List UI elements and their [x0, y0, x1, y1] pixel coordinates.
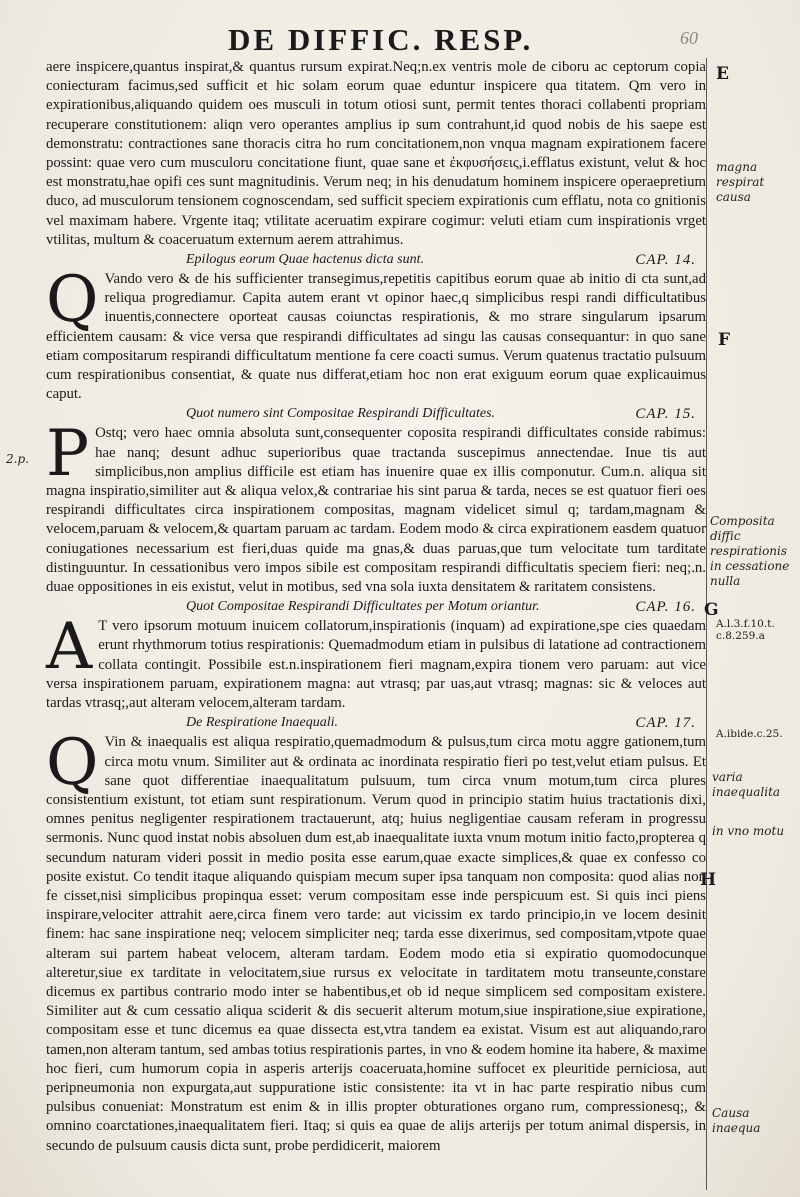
margin-marker-e: E	[716, 64, 729, 84]
chapter-heading-15	[46, 404, 706, 424]
drop-capital: Q	[46, 726, 99, 801]
margin-marker-f: F	[718, 330, 731, 350]
paragraph-text: Vando vero & de his sufficienter transegimus,repetitis capitibus eorum quae ab initio di cta sunt,ad reliqua progrediamur. Capita autem erant vt opinor haec,q simplicibus respi randi difficultatibus inuentis,connectere oporteat causas coiunctas respirationis, & mo strare singularum ipsarum efficientem causam: & vice versa que respirandi difficultates ad singu las causas consequantur: in quo sane etiam compositarum respirandi difficultatum mentione fa cere coacti sumus. Verum quatenus tractatio pulsuum cum respirationibus consentiat, & quate nus differat,etiam hoc non erat exiguum eorum quae explicauimus caput.	[46, 271, 706, 403]
paragraph-text: Vin & inaequalis est aliqua respiratio,quemadmodum & pulsus,tum circa motu aggre gationem,tum circa motu vnum. Similiter aut & ordinata ac inordinata respiratio fieri po test,velut etiam pulsus. Et sane quot differentiae inaequalitatum pulsuum, tum circa vnum motum,tum circa plures consistentium existunt, tot etiam sunt respirationum. Verum quod in principio statim huius tractationis dixi, omnes penitus negligenter respirationem tractauerunt, atq; huius negligentiae causam referam in progressu sermonis. Nunc quod instat nobis absoluen dum est,ab inaequalitate iuxta vnum motum initio facto,propterea q secundum naturam videri possit in medio posita esse earum,quae exacte simplices,& quae ex confesso co posite existut. Co tendit itaque aliquando quispiam mecum super ipsa tanquam non composita: quod alias non fe cisset,nisi simplicibus propinqua esset: verum compositam esse inde perspicuum est. Si quis inci piens inspirare,velociter attrahit aere,circa finem vero tarde: aut vicissim ex tardo principio,in ve locem desinit finem: hac sane inspiratione neq; velocem simpliciter neq; tarda esse dixerimus, sed compositam,vtpote quae alteram sui partem habeat velocem, alteram tardam. Eodem modo etia si expiratio quomodocunque alteretur,siue ex tarditate in velocitatem,siue rursus ex velocitate in tarditatem motu transeunte,constare dicemus ex partibus contrario modo inter se habentibus,et ob id neque simplicem sed compositam existere. Similiter aut & cum cessatio aliqua sciderit & dis secuerit alterum motum,siue inspiratione,siue expiratione, compositam esse et tunc dicemus ea quae dissecta est,vtra tandem ea existat. Visum est aut aliquando,raro tamen,non alteram tantum, sed ambas totius respirationis partes, in vno & eodem homine ita habere, & maxime hoc fieri, cum humorum copia in asperis arterijs coaceruata,homine suffocet ex pleuritide perniciosa, aut peripneumonia non expurgata,aut suppuratione istic consistente: ita vt in hac parte respiratio nibus cum pulsibus conueniat: Monstratum est enim & in illis propter obturationes organo rum, compressionesq;, & omnino coarctationes,inaequalitatem fieri. Itaq; si quis ea quae de alijs arterijs per totum animal dispersis, in secundo de pulsuum causis dicta sunt, probe perdidicerit, maiorem	[46, 734, 706, 1154]
handwritten-annotation: Composita diffic respirationis in cessatione nulla	[710, 514, 790, 588]
chapter-title: Quot Compositae Respirandi Difficultates per Motum oriantur.	[186, 599, 540, 615]
running-header: DE DIFFIC. RESP.	[228, 22, 534, 57]
chapter-heading-17	[46, 713, 706, 733]
paragraph-text: aere inspicere,quantus inspirat,& quantus rursum expirat.Neq;n.ex ventris mole de ciboru ac ceptorum copia coniecturam facimus,sed sufficit et hic solam eorum quae eduntur inspicere qua titatem. Qm vero in expirationibus,aliquando quidem oes musculi in totum otiosi sunt, permit tentes thoraci collabenti propriam recuperare constitutionem: aliqn vero operantes amplius ip sum contrahunt,id quod nobis de his saepe est demonstratu: contractiones sane thoracis citra ho rum concitationem,non vnqua magnam expirationem facere possint: quae vero cum musculoru concitatione fiunt, quae sane et ἐκφυσήσεις,i.efflatus existunt, velut & hoc est monstratu,hae opifi ces sunt magnitudinis. Verum neq; in his denudatum hominem inspicere operaepretium duco, ad musculorum tensionem cognoscendam, sed sufficit speciem expirationis cum efflatu, nota co gnitionis vel maximam habere. Vrgente itaq; vtilitate aceruatim expirare cogimur: veluti etiam cum inspirationis vrget vtilitas, multum & coaceruatum externum aerem attrahimus.	[46, 59, 706, 248]
handwritten-annotation: in vno motu	[712, 824, 785, 838]
handwritten-annotation: Causa inaequa	[712, 1106, 761, 1135]
chapter-number: CAP. 17.	[635, 715, 696, 732]
chapter-title: Quot numero sint Compositae Respirandi Difficultates.	[186, 406, 496, 422]
chapter-title: Epilogus eorum Quae hactenus dicta sunt.	[186, 252, 424, 268]
handwritten-annotation: magna respirat causa	[716, 160, 765, 204]
paragraph-cap-14	[46, 263, 706, 404]
chapter-heading-16	[46, 597, 706, 617]
chapter-number: CAP. 16.	[635, 599, 696, 616]
margin-marker-g: G	[704, 600, 719, 620]
drop-capital: A	[46, 610, 93, 685]
chapter-title: De Respiratione Inaequali.	[186, 715, 339, 731]
margin-marker-h: H	[700, 870, 717, 890]
paragraph-cap-16	[46, 610, 706, 713]
margin-reference-note: A.ibide.c.25.	[716, 728, 783, 740]
paragraph-cap-15	[46, 417, 706, 597]
paragraph-text: T vero ipsorum motuum inuicem collatorum,inspirationis (inquam) ad expiratione,spe cies quaedam erunt rhythmorum totius respirationis: Quemadmodum etiam in pulsibus di latatione ad contractionem collata contingit. Possibile est.n.inspirationem fieri magnam,expira tionem vero paruam: aut vice versa inspirationem paruam, expirationem magna: aut vtrasq; par uas,aut vtrasq; magnas: sic & veloces aut tardas vtrasq;,aut alteram velocem,alteram tardam.	[46, 618, 706, 712]
margin-rule	[706, 58, 707, 1190]
drop-capital: P	[46, 417, 90, 492]
main-text-block	[46, 58, 706, 1188]
paragraph-text: Ostq; vero haec omnia absoluta sunt,consequenter coposita respirandi difficultates conside rabimus: hae nanq; desunt adhuc superioribus quae tractanda suscepimus annectendae. Inue tis aut simplicibus,non amplius difficile est etiam has inuenire quae ex illis componutur. Cum.n. aliqua sit magna inspiratio,similiter aut & aliqua velox,& contrariae his sint parua & tarda, neces se est quatuor fieri oes respirandi difficultates circa inspirationem compositas, magnam videlicet simul q; tardam,magnam & velocem,paruam & velocem,& quartam paruam ac tardam. Eodem modo & circa expirationem easdem quatuor coniugationes necessarium est fieri,duas quide ma gnas,& duas paruas,que tum velocitate tum tarditate distinguuntur. In cessationibus vero impos sibile est compositam respirandi difficultatis speciem fieri: neq;.n. duae oppositiones in eis existut, velut in motibus, sed vna sola iuxta densitatem & raritatem consistens.	[46, 425, 706, 596]
chapter-number: CAP. 14.	[635, 252, 696, 269]
paragraph-intro	[46, 58, 706, 250]
paragraph-cap-17	[46, 726, 706, 1155]
chapter-heading-14	[46, 250, 706, 270]
margin-reference-note: A.l.3.f.10.t. c.8.259.a	[716, 618, 775, 642]
drop-capital: Q	[46, 263, 99, 338]
page-number: 60	[680, 28, 698, 48]
handwritten-annotation: varia inaequalita	[712, 770, 781, 799]
chapter-number: CAP. 15.	[635, 406, 696, 423]
left-margin-note: 2.p.	[6, 452, 29, 466]
